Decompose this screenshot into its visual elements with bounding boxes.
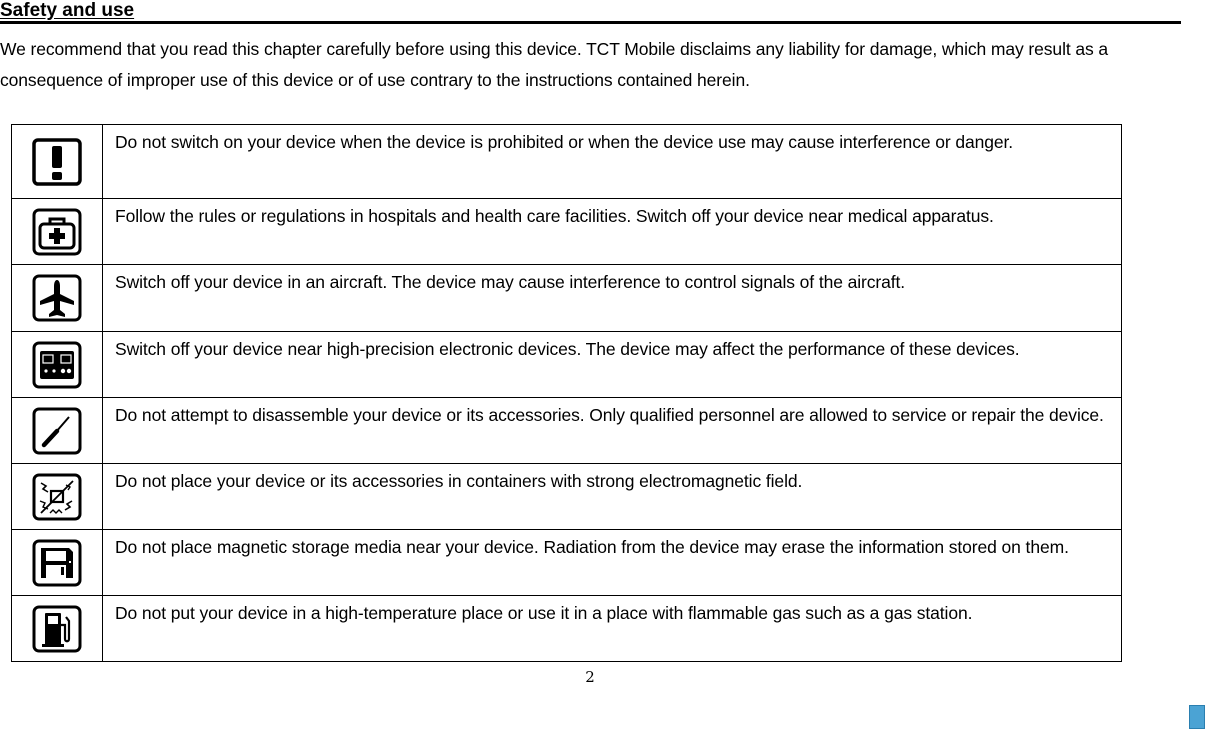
exclamation-icon [12, 138, 102, 186]
rule-text: Switch off your device in an aircraft. The device may cause interference to control signals of the aircraft. [103, 265, 1122, 332]
electronic-device-icon [12, 341, 102, 389]
rule-text: Follow the rules or regulations in hospitals and health care facilities. Switch off your device near medical apparatus. [103, 199, 1122, 265]
rule-text: Do not put your device in a high-temperature place or use it in a place with flammable gas such as a gas station. [103, 596, 1122, 662]
screwdriver-icon [12, 407, 102, 455]
table-row [12, 398, 1122, 464]
rule-text: Do not place your device or its accessories in containers with strong electromagnetic field. [103, 464, 1122, 530]
intro-paragraph: We recommend that you read this chapter carefully before using this device. TCT Mobile disclaims any liability for damage, which may result as a consequence of improper use of this device or of use contrary to the instructions contained herein. [0, 39, 1109, 90]
safety-rules-table [11, 124, 1122, 662]
electromagnetic-field-icon [12, 473, 102, 521]
table-row [12, 530, 1122, 596]
table-row [12, 125, 1122, 199]
rule-text: Do not switch on your device when the device is prohibited or when the device use may cause interference or danger. [103, 125, 1122, 199]
medical-kit-icon [12, 208, 102, 256]
section-heading [0, 0, 1181, 24]
airplane-icon [12, 274, 102, 322]
rule-text: Switch off your device near high-precision electronic devices. The device may affect the performance of these devices. [103, 332, 1122, 398]
floppy-disk-icon [12, 539, 102, 587]
rule-text: Do not place magnetic storage media near your device. Radiation from the device may erase the information stored on them. [103, 530, 1122, 596]
table-row [12, 464, 1122, 530]
heading-text: Safety and use [0, 0, 135, 21]
table-row [12, 199, 1122, 265]
page-number: 2 [585, 668, 595, 686]
table-row [12, 332, 1122, 398]
table-row [12, 596, 1122, 662]
gas-station-icon [12, 605, 102, 653]
corner-widget[interactable] [1189, 705, 1205, 729]
table-row [12, 265, 1122, 332]
rule-text: Do not attempt to disassemble your device or its accessories. Only qualified personnel are allowed to service or repair the device. [103, 398, 1122, 464]
